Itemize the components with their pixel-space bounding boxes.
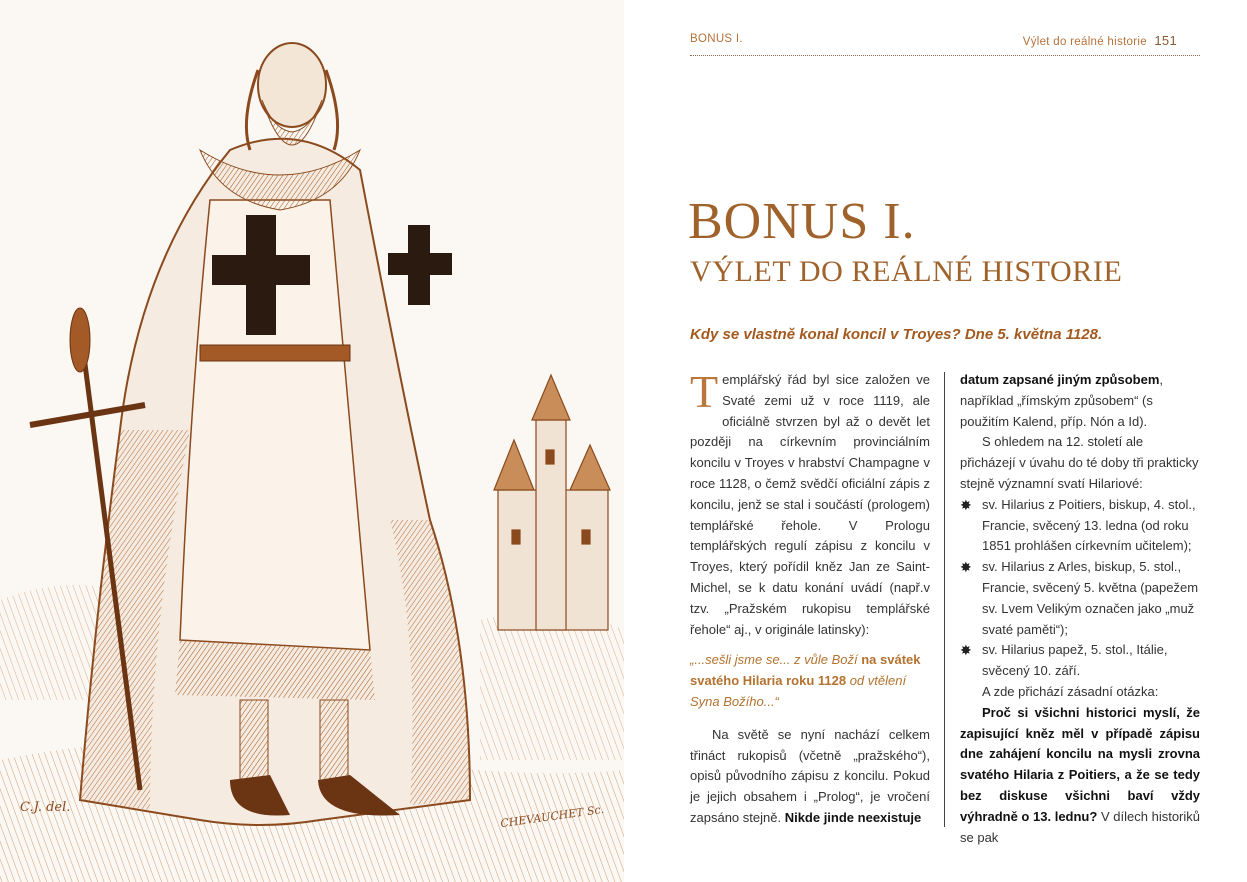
paragraph-continuation [960,370,1200,432]
text-column-left [690,366,930,829]
star-bullet-icon: ✸ [960,559,972,576]
engraver-signature-right: CHEVAUCHET Sc. [499,802,605,831]
key-question-bold: Proč si všichni historici myslí, že zapisující kněz měl v případě zápisu dne zahájení koncilu na mysli zrovna svatého Hilaria z Poitiers, a že se tedy bez diskuse všichni baví vždy výhradně o 13. lednu? [960,704,1200,824]
list-item-text: sv. Hilarius papež, 5. stol., Itálie, svěcený 10. září. [982,642,1168,679]
engraver-signature: C.J. del. [20,800,71,815]
quote-part-c: od vtělení Syna Božího...“ [690,673,907,709]
text-page [624,0,1247,882]
saints-list [960,495,1200,682]
quote-part-a: „...sešli jsme se... z vůle Boží [690,652,862,668]
continuation-bold: datum zapsané jiným způsobem [960,372,1160,387]
star-bullet-icon: ✸ [960,496,972,513]
paragraph-intro-text: emplářský řád byl sice založen ve Svaté zemi už v roce 1119, ale oficiálně stvrzen byl až o devět let později na církevním provinciálním koncilu v Troyes v hrabství Champagne v roce 1128, o čemž svědčí oficiální zápis z koncilu, jenž se stal i součástí (prologem) templářské řehole. V Prologu templářských regulí zápisu z koncilu v Troyes, který pořídil kněz Jan ze Saint-Michel, se k datu konání uvádí (např.v tzv. „Pražském rukopisu templářské řehole“ aj., v originále latinsky): [690,372,930,637]
running-head-right [1023,33,1177,48]
header-rule [690,55,1200,56]
paragraph-manuscripts-bold: Nikde jinde neexistuje [784,809,922,825]
chapter-subtitle: VÝLET DO REÁLNÉ HISTORIE [690,255,1123,288]
paragraph-question-intro: A zde přichází zásadní otázka: [982,683,1159,699]
list-item [960,557,1200,640]
star-bullet-icon: ✸ [960,642,972,659]
drop-cap: T [690,366,719,417]
list-item-text: sv. Hilarius z Arles, biskup, 5. stol., Francie, svěcený 5. května (papežem sv. Lvem Velikým označen jako „muž svaté paměti“); [982,559,1199,637]
list-item [960,495,1200,557]
key-question-text: V dílech historiků se pak [960,808,1200,845]
quote-highlight: na svátek svatého Hilaria roku 1128 [690,652,921,689]
running-head-left: BONUS I. [690,33,743,45]
paragraph-manuscripts [690,725,930,829]
paragraph-key-question [960,703,1200,849]
prologue-quote [690,650,930,712]
list-item [960,640,1200,682]
page-number: 151 [1154,33,1177,48]
paragraph-hilarii: S ohledem na 12. století ale přicházejí v úvahu do té doby tři prakticky stejně významní svatí Hilariové: [960,434,1199,491]
running-head-title: Výlet do reálné historie [1022,36,1147,48]
list-item-text: sv. Hilarius z Poitiers, biskup, 4. stol., Francie, svěcený 13. ledna (od roku 1851 prohlášen církevním učitelem); [982,496,1196,554]
chapter-title: BONUS I. [688,193,916,250]
paragraph-manuscripts-text: Na světě se nyní nachází celkem třináct rukopisů (včetně „pražského“), opisů původního zápisu z koncilu. Pokud je jejich obsahem i „Prolog“, je vročení zapsáno stejně. [690,726,930,825]
paragraph-intro [690,366,930,640]
continuation-text: , například „římským způsobem“ (s použitím Kalend, příp. Nón a Id). [960,372,1163,429]
column-divider [944,372,945,827]
lead-question: Kdy se vlastně konal koncil v Troyes? Dne 5. května 1128. [690,326,1103,343]
text-column-right [960,370,1200,848]
